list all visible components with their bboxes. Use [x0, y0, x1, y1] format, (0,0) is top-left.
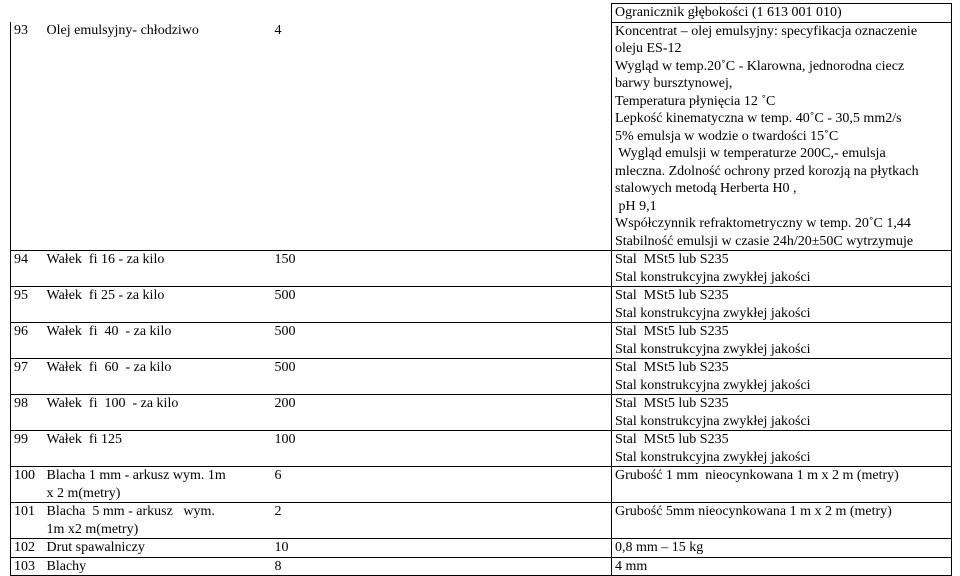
- item-spec-line: Stal konstrukcyjna zwykłej jakości: [615, 377, 811, 393]
- item-number: 96: [14, 324, 28, 339]
- item-spec-cell: [612, 557, 952, 576]
- item-quantity: 6: [274, 468, 282, 483]
- item-quantity: 500: [274, 324, 296, 339]
- item-name-line: 1m x2 m(metry): [46, 521, 139, 537]
- item-name-line: Wałek fi 25 - za kilo: [46, 288, 165, 303]
- item-quantity: 500: [274, 288, 296, 303]
- item-spec-line: Stal MSt5 lub S235: [615, 288, 729, 303]
- item-name-cell: [44, 22, 272, 251]
- item-quantity-cell: [272, 22, 612, 251]
- item-spec-cell: [612, 22, 952, 251]
- item-quantity: 200: [274, 396, 296, 411]
- item-spec-line: Stal MSt5 lub S235: [615, 432, 729, 447]
- item-name-cell: [44, 431, 272, 467]
- item-spec-cell: [612, 323, 952, 359]
- item-spec-line: 5% emulsja w wodzie o twardości 15˚C: [615, 128, 839, 144]
- item-number-cell: [11, 431, 44, 467]
- table-row: [11, 22, 952, 251]
- item-number: 100: [14, 468, 35, 483]
- item-number-cell: [11, 323, 44, 359]
- item-name-line: Drut spawalniczy: [46, 540, 145, 555]
- item-number: 102: [14, 540, 35, 555]
- item-quantity-cell: [272, 323, 612, 359]
- item-spec-line: oleju ES-12: [615, 41, 682, 56]
- item-spec-line: Wygląd emulsji w temperaturze 200C,- emulsja: [615, 146, 886, 161]
- item-number-cell: [11, 557, 44, 576]
- item-spec-cell: [612, 359, 952, 395]
- item-spec-line: Wygląd w temp.20˚C - Klarowna, jednorodna ciecz: [615, 58, 905, 74]
- item-number: 103: [14, 558, 35, 574]
- item-name-cell: [44, 467, 272, 503]
- materials-table: [10, 3, 952, 576]
- table-row: [11, 557, 952, 576]
- top-spec-text: Ogranicznik głębokości (1 613 001 010): [615, 5, 842, 20]
- item-spec-cell: [612, 503, 952, 539]
- item-spec-cell: [612, 431, 952, 467]
- item-spec-cell: [612, 251, 952, 287]
- item-spec-line: pH 9,1: [615, 198, 657, 214]
- item-name-line: Blachy: [46, 558, 87, 574]
- item-spec-line: Współczynnik refraktometryczny w temp. 20˚C 1,44: [615, 216, 911, 231]
- item-number-cell: [11, 503, 44, 539]
- item-number: 98: [14, 396, 28, 411]
- item-quantity-cell: [272, 287, 612, 323]
- item-name-cell: [44, 557, 272, 576]
- item-spec-line: Temperatura płynięcia 12 ˚C: [615, 93, 776, 109]
- table-row: [11, 395, 952, 431]
- table-body: [11, 4, 952, 576]
- table-row: [11, 431, 952, 467]
- item-spec-cell: [612, 467, 952, 503]
- item-quantity: 4: [274, 23, 282, 38]
- item-name-line: Wałek fi 40 - za kilo: [46, 324, 172, 339]
- table-row: [11, 251, 952, 287]
- table-row: [11, 323, 952, 359]
- item-name-cell: [44, 323, 272, 359]
- item-quantity: 150: [274, 252, 296, 267]
- item-spec-line: Stal konstrukcyjna zwykłej jakości: [615, 449, 811, 465]
- item-number-cell: [11, 359, 44, 395]
- item-spec-line: stalowych metodą Herberta H0 ,: [615, 181, 797, 196]
- item-number-cell: [11, 287, 44, 323]
- item-spec-line: Lepkość kinematyczna w temp. 40˚C - 30,5 mm2/s: [615, 111, 902, 126]
- item-number-cell: [11, 395, 44, 431]
- item-name-line: Wałek fi 60 - za kilo: [46, 360, 172, 375]
- item-name-cell: [44, 251, 272, 287]
- item-spec-line: Stal konstrukcyjna zwykłej jakości: [615, 341, 811, 357]
- table-row: [11, 287, 952, 323]
- item-quantity: 8: [274, 558, 282, 574]
- item-name-cell: [44, 503, 272, 539]
- item-spec-line: Stabilność emulsji w czasie 24h/20±50C wytrzymuje: [615, 233, 914, 249]
- item-number-cell: [11, 251, 44, 287]
- item-quantity-cell: [272, 557, 612, 576]
- item-name-cell: [44, 539, 272, 558]
- item-spec-cell: [612, 287, 952, 323]
- item-spec-line: mleczna. Zdolność ochrony przed korozją na płytkach: [615, 163, 919, 179]
- item-spec-line: Stal konstrukcyjna zwykłej jakości: [615, 269, 811, 285]
- item-name-line: x 2 m(metry): [46, 485, 121, 501]
- item-quantity: 100: [274, 432, 296, 447]
- item-name-cell: [44, 395, 272, 431]
- item-quantity: 2: [274, 504, 282, 519]
- item-spec-line: Stal konstrukcyjna zwykłej jakości: [615, 305, 811, 321]
- item-spec-line: Koncentrat – olej emulsyjny: specyfikacja oznaczenie: [615, 23, 918, 39]
- table-row: [11, 503, 952, 539]
- item-name-line: Blacha 5 mm - arkusz wym.: [46, 504, 215, 519]
- item-quantity-cell: [272, 359, 612, 395]
- item-name-cell: [44, 359, 272, 395]
- table-row: [11, 467, 952, 503]
- top-spec-cell: [612, 4, 952, 23]
- table-row: [11, 539, 952, 558]
- table-row: [11, 359, 952, 395]
- item-name-line: Blacha 1 mm - arkusz wym. 1m: [46, 468, 226, 483]
- item-quantity-cell: [272, 503, 612, 539]
- item-name-cell: [44, 287, 272, 323]
- item-spec-line: Stal MSt5 lub S235: [615, 396, 729, 411]
- item-number: 95: [14, 288, 28, 303]
- item-name-line: Wałek fi 125: [46, 432, 122, 447]
- item-number-cell: [11, 467, 44, 503]
- table-row-header-spec: [11, 4, 952, 23]
- item-name-line: Wałek fi 16 - za kilo: [46, 252, 165, 267]
- item-number: 99: [14, 432, 28, 447]
- item-name-line: Wałek fi 100 - za kilo: [46, 396, 179, 411]
- item-spec-line: 4 mm: [615, 558, 648, 574]
- item-spec-line: Stal MSt5 lub S235: [615, 252, 729, 267]
- item-number: 94: [14, 252, 28, 267]
- item-number: 93: [14, 23, 28, 38]
- item-quantity-cell: [272, 539, 612, 558]
- item-number-cell: [11, 539, 44, 558]
- item-spec-line: Grubość 5mm nieocynkowana 1 m x 2 m (metry): [615, 504, 892, 519]
- item-spec-line: Stal konstrukcyjna zwykłej jakości: [615, 413, 811, 429]
- item-spec-line: Stal MSt5 lub S235: [615, 360, 729, 375]
- item-spec-line: Grubość 1 mm nieocynkowana 1 m x 2 m (metry): [615, 468, 899, 483]
- item-spec-line: barwy bursztynowej,: [615, 76, 733, 91]
- item-quantity: 500: [274, 360, 296, 375]
- item-quantity-cell: [272, 395, 612, 431]
- item-number-cell: [11, 22, 44, 251]
- item-number: 101: [14, 504, 35, 519]
- item-spec-line: Stal MSt5 lub S235: [615, 324, 729, 339]
- item-spec-line: 0,8 mm – 15 kg: [615, 540, 704, 555]
- item-spec-cell: [612, 539, 952, 558]
- item-quantity-cell: [272, 467, 612, 503]
- item-quantity-cell: [272, 251, 612, 287]
- item-quantity-cell: [272, 431, 612, 467]
- item-spec-cell: [612, 395, 952, 431]
- item-quantity: 10: [274, 540, 289, 555]
- item-name-line: Olej emulsyjny- chłodziwo: [46, 23, 199, 38]
- item-number: 97: [14, 360, 28, 375]
